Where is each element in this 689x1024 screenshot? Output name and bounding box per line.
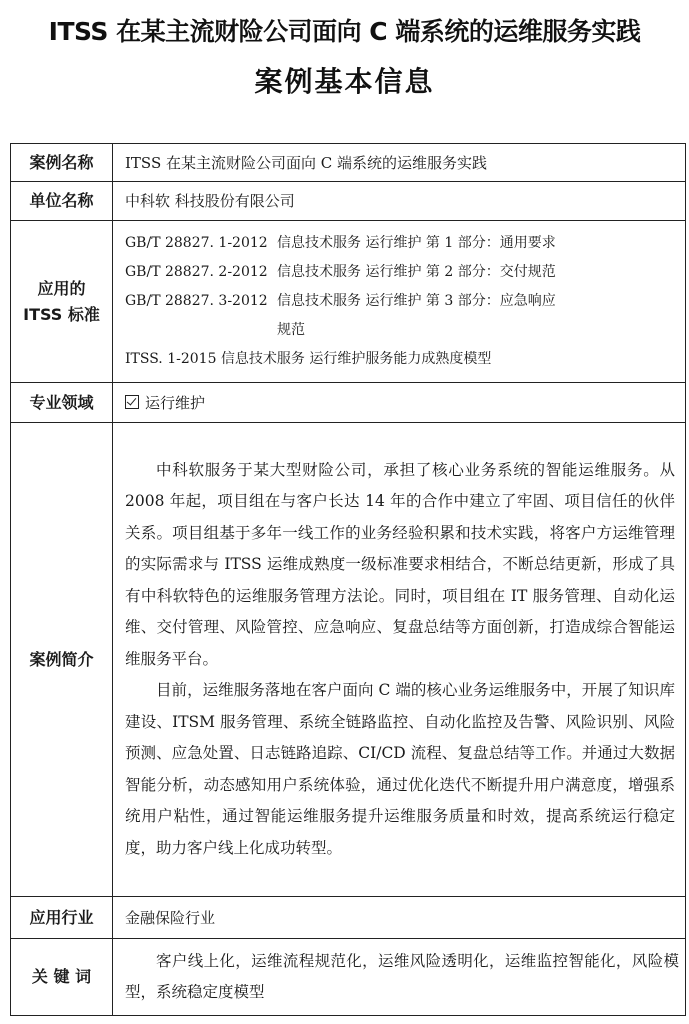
standard-desc-wrap [277,287,556,345]
standards-label-line1: 应用的 [37,278,86,298]
standard-code: GB/T 28827. 3-2012 [125,293,268,309]
standard-desc: 信息技术服务 运行维护 第 3 部分：应急响应 [277,293,556,309]
standards-row [11,221,686,383]
domain-text: 运行维护 [145,393,206,412]
document-subtitle: 案例基本信息 [254,65,435,98]
case-name-label: 案例名称 [11,144,113,182]
industry-row [11,897,686,939]
checked-box-icon [125,395,139,409]
case-name-value: ITSS 在某主流财险公司面向 C 端系统的运维服务实践 [113,144,686,182]
standards-label [11,221,113,383]
industry-label: 应用行业 [11,897,113,939]
keywords-text: 客户线上化，运维流程规范化，运维风险透明化，运维监控智能化，风险模型，系统稳定度模型 [125,952,679,1001]
domain-row [11,383,686,423]
standard-code: GB/T 28827. 2-2012 [125,264,268,280]
keywords-label: 关 键 词 [11,939,113,1016]
standards-value [113,221,686,383]
standard-item [125,287,679,345]
intro-row [11,423,686,897]
case-name-row [11,144,686,182]
intro-paragraph-2: 目前，运维服务落地在客户面向 C 端的核心业务运维服务中，开展了知识库建设、ITSM 服务管理、系统全链路监控、自动化监控及告警、风险识别、风险预测、应急处置、日志链路追踪、CI/CD 流程、复盘总结等工作。并通过大数据智能分析，动态感知用户系统体验，通过优化迭代不断提升用户满意度，增强系统用户粘性，通过智能运维服务提升运维服务质量和时效，提高系统运行稳定度，助力客户线上化成功转型。 [125,681,675,857]
intro-paragraph-1: 中科软服务于某大型财险公司，承担了核心业务系统的智能运维服务。从 2008 年起，项目组在与客户长达 14 年的合作中建立了牢固、项目信任的伙伴关系。项目组基于多年一线工作的业务经验积累和技术实践，将客户方运维管理的实际需求与 ITSS 运维成熟度一级标准要求相结合，不断总结更新，形成了具有中科软特色的运维服务管理方法论。同时，项目组在 IT 服务管理、自动化运维、交付管理、风险管控、应急响应、复盘总结等方面创新，打造成综合智能运维服务平台。 [125,460,675,668]
standard-desc: 信息技术服务 运行维护 第 2 部分：交付规范 [277,264,556,280]
org-name-row [11,182,686,221]
standard-item [125,258,679,287]
domain-label: 专业领域 [11,383,113,423]
domain-value [113,383,686,423]
standard-item-maturity: ITSS. 1-2015 信息技术服务 运行维护服务能力成熟度模型 [125,351,492,367]
org-name-value: 中科软 科技股份有限公司 [113,182,686,221]
org-name-label: 单位名称 [11,182,113,221]
keywords-value [113,939,686,1016]
document-title: ITSS 在某主流财险公司面向 C 端系统的运维服务实践 [48,17,641,46]
standards-label-line2: ITSS 标准 [23,304,100,324]
standard-desc: 信息技术服务 运行维护 第 1 部分：通用要求 [277,235,556,251]
industry-value: 金融保险行业 [113,897,686,939]
standard-item [125,229,679,258]
intro-label: 案例简介 [11,423,113,897]
standard-code: GB/T 28827. 1-2012 [125,235,268,251]
intro-value [113,423,686,897]
keywords-row [11,939,686,1016]
case-info-table [10,143,686,1016]
standard-desc-continuation: 规范 [277,322,305,338]
